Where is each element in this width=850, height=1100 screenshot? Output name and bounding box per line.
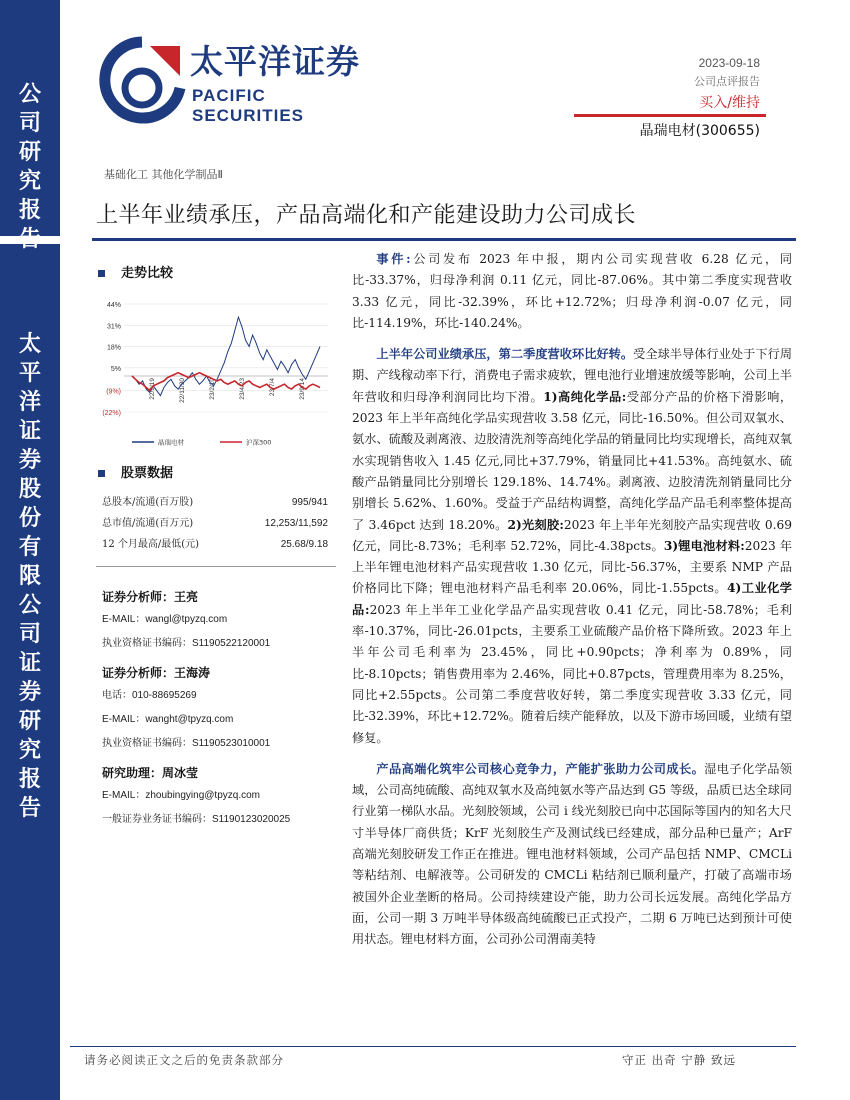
trend-section-title: 走势比较 (98, 262, 173, 281)
chart-y-tick-label: 18% (106, 344, 121, 352)
chart-y-tick-label: 5% (110, 365, 121, 373)
segment-label: 1)高纯化学品: (543, 389, 627, 404)
banner-institution: 太平洋证券股份有限公司证券研究报告 (18, 331, 41, 821)
report-body (352, 249, 792, 951)
segment-label: 4)工业化学品: (352, 581, 792, 617)
analyst-email[interactable]: E-MAIL：zhoubingying@tpyzq.com (102, 790, 260, 801)
analyst-phone: 电话：010-88695269 (102, 690, 197, 701)
analyst-block (102, 764, 342, 832)
left-banner (0, 0, 60, 1100)
report-type: 公司点评报告 (694, 75, 760, 88)
analyst-block (102, 664, 342, 756)
rating-badge: 买入/维持 (699, 95, 760, 111)
footer-disclaimer: 请务必阅读正文之后的免责条款部分 (84, 1053, 284, 1067)
logo-english-name: PACIFIC SECURITIES (192, 86, 305, 125)
chart-y-tick-label: (22%) (102, 410, 121, 417)
analyst-license: 执业资格证书编码：S1190523010001 (102, 738, 271, 749)
outlook-heading: 产品高端化筑牢公司核心竞争力，产能扩张助力公司成长。 (376, 761, 705, 776)
chart-x-tick-label: 22/11/30 (179, 378, 186, 403)
analyst-name: 证券分析师：王海涛 (102, 666, 211, 680)
chart-x-tick-label: 23/9/14 (299, 378, 306, 400)
stock-row: 总股本/流通(百万股) 995/941 (102, 497, 328, 508)
analyst-name: 证券分析师：王亮 (102, 590, 199, 604)
event-label: 事件: (376, 252, 411, 266)
report-headline: 上半年业绩承压，产品高端化和产能建设助力公司成长 (96, 203, 637, 228)
stock-row: 12 个月最高/最低(元) 25.68/9.18 (102, 539, 328, 550)
footer-motto: 守正 出奇 宁静 致远 (622, 1053, 736, 1067)
trend-chart-svg (96, 292, 336, 452)
bullet-square-icon (98, 270, 105, 277)
trend-chart (96, 292, 336, 452)
analyst-email[interactable]: E-MAIL：wanght@tpyzq.com (102, 714, 234, 725)
chart-x-tick-label: 23/2/10 (209, 378, 216, 400)
company-ticker: 晶瑞电材(300655) (639, 123, 760, 139)
chart-y-tick-label: 31% (106, 323, 121, 331)
logo-chinese-name: 太平洋证券 (190, 42, 360, 81)
logo-mark-icon (98, 28, 190, 128)
report-date: 2023-09-18 (698, 56, 760, 70)
analyst-license: 一般证券业务证书编码：S1190123020025 (102, 814, 291, 825)
paragraph-outlook: 产品高端化筑牢公司核心竞争力，产能扩张助力公司成长。湿电子化学品领域，公司高纯硫酸、高纯双氧水及高纯氨水等产品达到 G5 等级，品质已达全球同行业第一梯队水品。光刻胶领域，公司 i 线光刻胶已向中芯国际等国内的知名大尺寸半导体厂商供货；KrF 光刻胶生产及测试线已经建成，部分品种已量产；ArF 高端光刻胶研发工作正在推进。锂电池材料领域，公司产品包括 NMP、CMCLi 等粘结剂、电解液等。公司研发的 CMCLi 粘结剂已顺利量产，打破了高端市场被国外企业垄断的格局。公司持续建设产能，助力公司长远发展。高纯化学品方面，公司一期 3 万吨半导体级高纯硫酸已正式投产，二期 6 万吨已达到预计可使用状态。锂电材料方面，公司孙公司渭南美特 (352, 761, 793, 947)
analyst-email[interactable]: E-MAIL：wangl@tpyzq.com (102, 614, 228, 625)
chart-x-tick-label: 23/4/23 (239, 378, 246, 400)
segment-label: 3)锂电池材料: (663, 538, 745, 553)
chart-legend-label: 晶瑞电材 (158, 438, 184, 447)
paragraph-event: 事件:公司发布 2023 年中报，期内公司实现营收 6.28 亿元，同比-33.37%，归母净利润 0.11 亿元，同比-87.06%。其中第二季度实现营收 3.33 亿元，同比-32.39%，环比+12.72%；归母净利润-0.07 亿元，同比-114.19%，环比-140.24%。 (352, 252, 793, 330)
chart-legend-label: 沪深300 (246, 438, 272, 447)
company-logo (98, 28, 368, 128)
stock-data-table (102, 492, 328, 555)
chart-x-tick-label: 23/7/4 (269, 378, 276, 397)
bullet-square-icon (98, 470, 105, 477)
analyst-name: 研究助理：周冰莹 (102, 766, 199, 780)
banner-report-category: 公司研究报告 (18, 81, 41, 252)
analyst-block (102, 588, 342, 656)
stock-row: 总市值/流通(百万元) 12,253/11,592 (102, 518, 328, 529)
analyst-license: 执业资格证书编码：S1190522120001 (102, 638, 271, 649)
headline-rule (92, 238, 796, 241)
paragraph-performance: 上半年公司业绩承压，第二季度营收环比好转。受全球半导体行业处于下行周期、产线稼动率下行，消费电子需求疲软，锂电池行业增速放缓等影响，公司上半年营收和归母净利润同比均下滑。1)高纯化学品:受部分产品的价格下滑影响，2023 年上半年高纯化学品实现营收 3.58 亿元，同比-16.50%。但公司双氧水、氨水、硫酸及剥离液、边胶清洗剂等高纯化学品的销量同比均实现增长，高纯双氧水实现销售收入 1.45 亿元,同比+37.79%，销量同比+41.53%。高纯氨水、硫酸产品销量同比分别增长 129.18%、14.74%。剥离液、边胶清洗剂销量同比分别增长 5.62%、1.60%。受益于产品结构调整，高纯化学品产品毛利率整体提高了 3.46pct 达到 18.20%。2)光刻胶:2023 年上半年光刻胶产品实现营收 0.69 亿元，同比-8.73%；毛利率 52.72%，同比-4.38pcts。3)锂电池材料:2023 年上半年锂电池材料产品实现营收 1.30 亿元，同比-56.37%，主要系 NMP 产品价格同比下降；锂电池材料产品毛利率 20.06%，同比-1.55pcts。4)工业化学品:2023 年上半年工业化学品产品实现营收 0.41 亿元，同比-58.78%；毛利率-10.37%，同比-26.01pcts，主要系工业硫酸产品价格下降所致。2023 年上半年公司毛利率为 23.45%，同比+0.90pcts；净利率为 0.89%，同比-8.10pcts；销售费用率为 2.46%，同比+0.87pcts，管理费用率为 8.25%，同比+2.55pcts。公司第二季度营收好转，第二季度实现营收 3.33 亿元，同比-32.39%，环比+12.72%。随着后续产能释放，以及下游市场回暖，业绩有望修复。 (352, 347, 793, 745)
performance-heading: 上半年公司业绩承压，第二季度营收环比好转。 (376, 347, 634, 362)
segment-label: 2)光刻胶: (507, 517, 564, 532)
rating-underline (574, 114, 766, 117)
chart-y-tick-label: (9%) (106, 388, 121, 396)
stock-section-title: 股票数据 (98, 462, 173, 481)
industry-breadcrumb: 基础化工 其他化学制品Ⅱ (104, 168, 223, 181)
chart-y-tick-label: 44% (106, 302, 121, 309)
sidebar-divider (96, 566, 336, 567)
chart-series-line (132, 373, 320, 391)
footer-rule (70, 1046, 796, 1047)
chart-x-tick-label: 22/9/19 (149, 378, 156, 400)
